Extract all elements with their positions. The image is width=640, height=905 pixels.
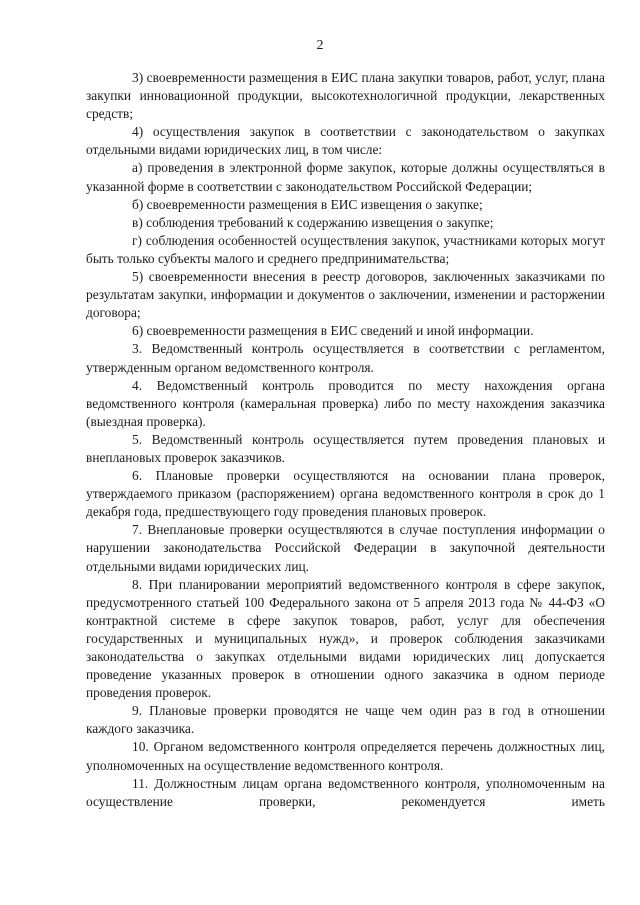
paragraph-section-4: 4. Ведомственный контроль проводится по месту нахождения органа ведомственного контроля (камеральная проверка) либо по месту нахождения заказчика (выездная проверка). [86,377,605,429]
paragraph-section-11: 11. Должностным лицам органа ведомственного контроля, уполномоченным на осуществление проверки, рекомендуется иметь [86,775,605,809]
paragraph-subitem-b: б) своевременности размещения в ЕИС извещения о закупке; [132,196,483,212]
paragraph-item-6: 6) своевременности размещения в ЕИС сведений и иной информации. [132,323,534,339]
paragraph-subitem-g: г) соблюдения особенностей осуществления закупок, участниками которых могут быть только субъекты малого и среднего предпринимательства; [86,232,605,266]
paragraph-subitem-v: в) соблюдения требований к содержанию извещения о закупке; [132,214,494,230]
paragraph-section-6: 6. Плановые проверки осуществляются на основании плана проверок, утверждаемого приказом (распоряжением) органа ведомственного контроля в срок до 1 декабря года, предшествующего году проведения плановых проверок. [86,468,605,520]
document-body [86,69,605,811]
paragraph-section-8: 8. При планировании мероприятий ведомственного контроля в сфере закупок, предусмотренного статьей 100 Федерального закона от 5 апреля 2013 года № 44-ФЗ «О контрактной системе в сфере закупок товаров, работ, услуг для обеспечения государственных и муниципальных нужд», и проверок соблюдения заказчиками законодательства о закупках отдельными видами юридических лиц допускается проведение указанных проверок в отношении одного заказчика в одном периоде проведения проверок. [86,576,605,701]
paragraph-section-3: 3. Ведомственный контроль осуществляется в соответствии с регламентом, утвержденным органом ведомственного контроля. [86,341,605,375]
page-number: 2 [316,38,324,53]
paragraph-section-5: 5. Ведомственный контроль осуществляется путем проведения плановых и внеплановых проверок заказчиков. [86,431,605,465]
paragraph-item-3: 3) своевременности размещения в ЕИС плана закупки товаров, работ, услуг, плана закупки инновационной продукции, высокотехнологичной продукции, лекарственных средств; [86,70,605,122]
paragraph-section-10: 10. Органом ведомственного контроля определяется перечень должностных лиц, уполномоченных на осуществление ведомственного контроля. [86,739,605,773]
paragraph-item-4: 4) осуществления закупок в соответствии с законодательством о закупках отдельными видами юридических лиц, в том числе: [86,124,605,158]
paragraph-item-5: 5) своевременности внесения в реестр договоров, заключенных заказчиками по результатам закупки, информации и документов о заключении, изменении и расторжении договора; [86,269,605,321]
paragraph-subitem-a: а) проведения в электронной форме закупок, которые должны осуществляться в указанной форме в соответствии с законодательством Российской Федерации; [86,160,605,194]
paragraph-section-7: 7. Внеплановые проверки осуществляются в случае поступления информации о нарушении законодательства Российской Федерации в закупочной деятельности отдельными видами юридических лиц. [86,522,605,574]
paragraph-section-9: 9. Плановые проверки проводятся не чаще чем один раз в год в отношении каждого заказчика. [86,703,605,737]
